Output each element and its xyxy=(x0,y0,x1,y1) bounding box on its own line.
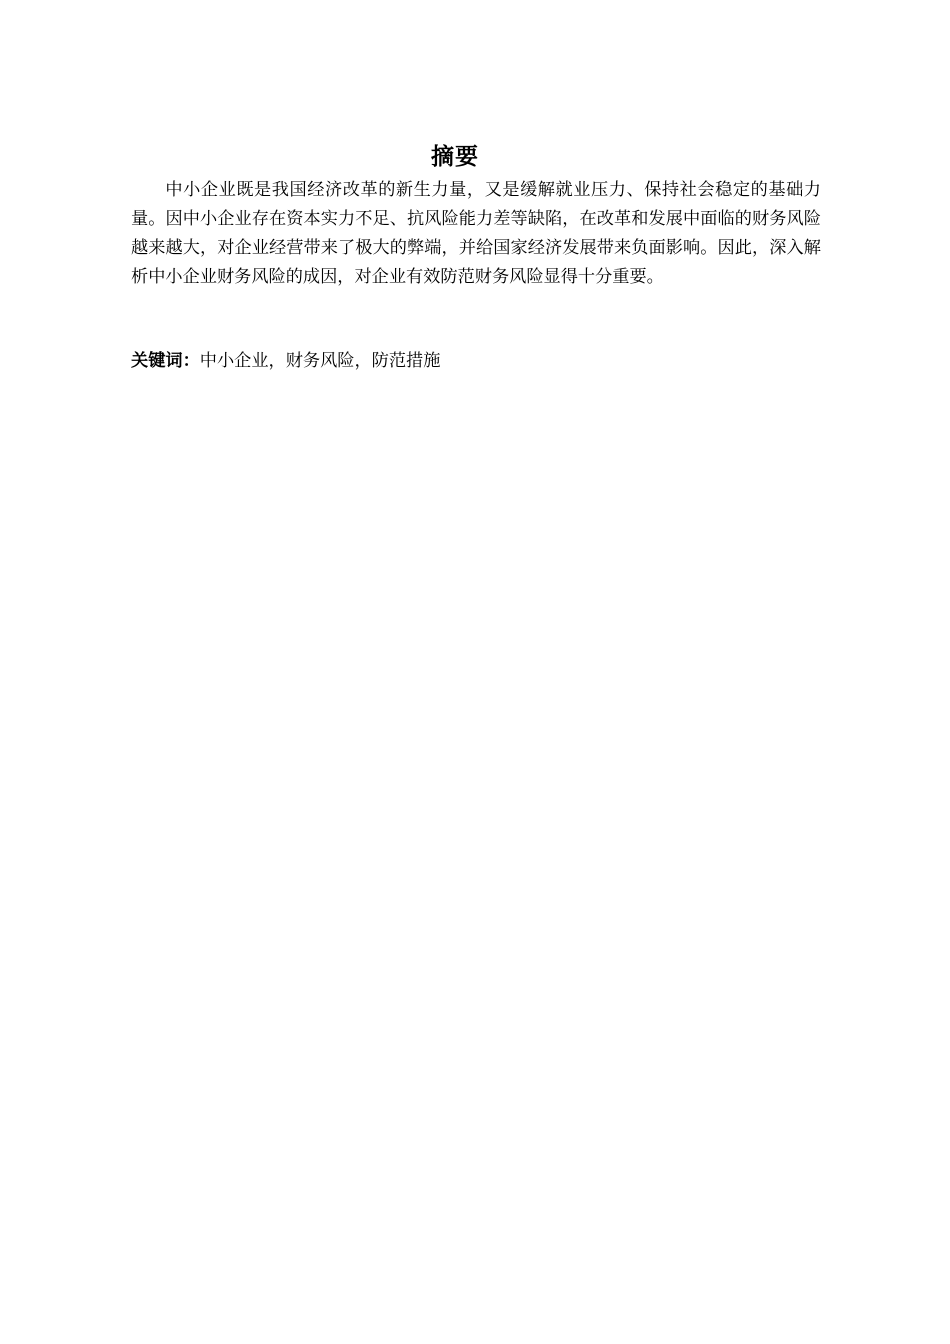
abstract-title: 摘要 xyxy=(431,144,479,170)
abstract-body: 中小企业既是我国经济改革的新生力量，又是缓解就业压力、保持社会稳定的基础力量。因中小企业存在资本实力不足、抗风险能力差等缺陷，在改革和发展中面临的财务风险越来越大，对企业经营带来了极大的弊端，并给国家经济发展带来负面影响。因此，深入解析中小企业财务风险的成因，对企业有效防范财务风险显得十分重要。 xyxy=(131,180,821,287)
keywords-text: 中小企业，财务风险，防范措施 xyxy=(199,351,441,371)
keywords-label: 关键词： xyxy=(131,351,200,371)
keywords-line xyxy=(131,347,821,376)
